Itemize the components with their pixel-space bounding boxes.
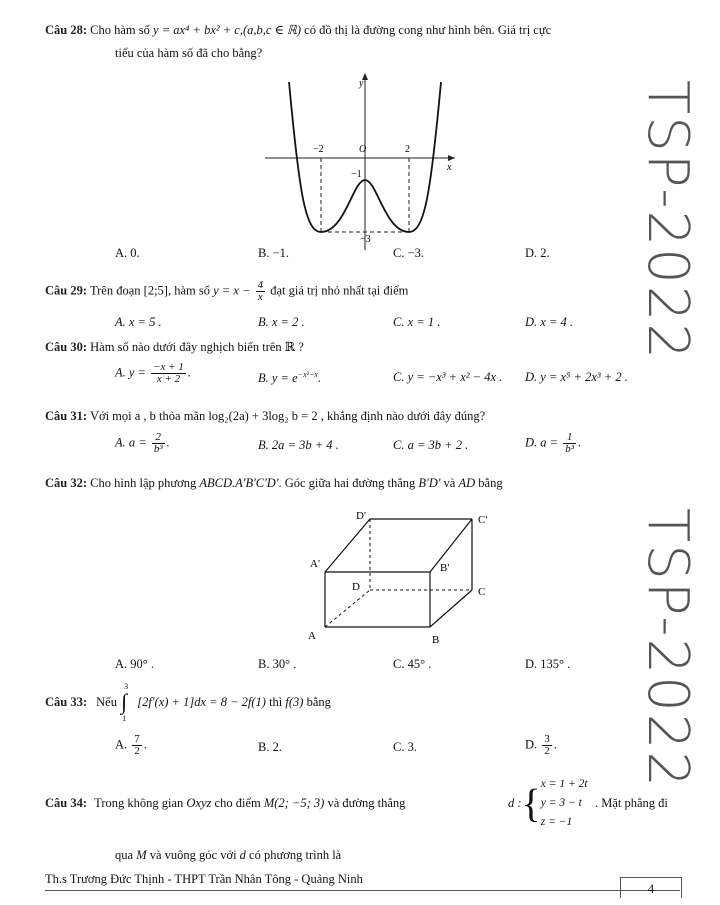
cube-figure [300, 505, 500, 650]
vertex-label-c: C [478, 586, 486, 598]
footer-divider [45, 890, 680, 891]
question-29 [45, 280, 408, 303]
question-text: Cho hàm số [90, 23, 150, 37]
tick-label-neg3: −3 [360, 234, 371, 245]
question-text: bằng [306, 694, 331, 709]
question-text: và đường thẳng [327, 796, 406, 810]
question-number: Câu 30: [45, 340, 88, 354]
tick-label-pos2: 2 [405, 144, 410, 155]
answer-a[interactable]: A. 90° . [115, 657, 155, 671]
vertex-label-a: A [308, 630, 316, 642]
question-text: . Góc giữa hai đường thẳng [278, 476, 416, 490]
answer-d[interactable]: D. x = 4 . [525, 315, 574, 329]
option-label: A. a = [115, 435, 147, 450]
answer-c[interactable]: C. 3. [393, 740, 417, 754]
question-34-line2 [115, 848, 341, 863]
line-system [508, 775, 588, 832]
question-text: Trên đoạn [89, 283, 141, 298]
fraction [132, 734, 142, 757]
fraction [151, 362, 186, 385]
question-33 [45, 682, 331, 723]
period: . [187, 365, 191, 380]
question-text: thì [269, 694, 283, 709]
page-number: 4 [620, 877, 682, 898]
question-text: và [443, 476, 456, 490]
period: . [317, 371, 322, 386]
answer-a[interactable] [115, 362, 191, 385]
question-text: có đồ thị là đường cong như hình bên. Giá trị cực [304, 23, 552, 37]
integral [120, 682, 134, 723]
question-text: qua [115, 848, 134, 862]
line-label: d : [508, 796, 522, 810]
vertex-label-dp: D' [356, 510, 366, 522]
numerator: 3 [544, 733, 550, 745]
formula: f(3) [285, 694, 304, 709]
fraction [542, 734, 552, 757]
question-text: Với mọi a , b thỏa mãn log₂(2a) + 3log₂ b = 2 , khẳng định nào dưới đây đúng? [89, 409, 486, 423]
numerator: −x + 1 [153, 361, 184, 373]
equation: x = 1 + 2t [540, 778, 588, 790]
answer-b[interactable]: B. −1. [258, 246, 290, 260]
vertex-label-cp: C' [478, 514, 488, 526]
point: M [136, 848, 147, 862]
integral-upper-bound: 3 [124, 682, 129, 691]
period: . [553, 737, 557, 752]
formula: [2f′(x) + 1]dx = 8 − 2f(1) [137, 694, 266, 709]
integral-lower-bound: 1 [122, 714, 127, 723]
answer-b[interactable]: B. x = 2 . [258, 315, 305, 329]
answer-d[interactable]: D. y = x⁵ + 2x³ + 2 . [525, 370, 628, 384]
formula: y = x − [213, 283, 251, 298]
vertex-label-d: D [352, 581, 360, 593]
line-name: B'D' [418, 476, 441, 490]
question-number: Câu 34: [45, 796, 88, 810]
fraction [152, 432, 165, 455]
answer-b[interactable]: B. 2a = 3b + 4 . [258, 438, 339, 452]
integral-sign: ∫ [121, 689, 128, 714]
numerator: 4 [257, 279, 264, 291]
question-34 [45, 796, 405, 811]
fraction [563, 432, 576, 455]
question-text: bằng [478, 476, 503, 490]
equation: z = −1 [540, 816, 573, 828]
option-label: D. a = [525, 435, 559, 450]
numerator: 7 [134, 733, 140, 745]
answer-c[interactable]: C. x = 1 . [393, 315, 441, 329]
question-number: Câu 31: [45, 409, 88, 423]
numerator: 2 [152, 432, 165, 444]
answer-d[interactable] [525, 432, 581, 455]
interval: [2;5] [143, 283, 168, 298]
numerator: 1 [563, 432, 576, 444]
y-axis-label: y [359, 78, 364, 89]
question-text: Nếu [96, 694, 117, 709]
watermark-top: TSP-2022 [635, 80, 700, 362]
question-text: có phương trình là [249, 848, 342, 862]
answer-d[interactable]: D. 135° . [525, 657, 571, 671]
answer-b[interactable]: B. 2. [258, 740, 282, 754]
question-number: Câu 28: [45, 23, 88, 37]
question-text: , hàm số [167, 283, 210, 298]
option-label: B. y = e [258, 371, 298, 386]
answer-b[interactable] [258, 370, 321, 386]
line-label: d [239, 848, 246, 862]
question-number: Câu 33: [45, 694, 88, 709]
denominator: b³ [565, 443, 575, 455]
denominator: 2 [134, 745, 140, 757]
question-32 [45, 476, 503, 491]
question-31 [45, 409, 485, 424]
tick-label-neg2: −2 [313, 144, 324, 155]
cube-name: ABCD.A'B'C'D' [199, 476, 279, 490]
answer-a[interactable]: A. x = 5 . [115, 315, 162, 329]
question-text: tiểu của hàm số đã cho bằng? [115, 46, 263, 60]
question-28 [45, 22, 551, 38]
question-text: Trong không gian [94, 796, 184, 810]
answer-a[interactable] [115, 432, 170, 455]
brace: { [521, 780, 541, 826]
vertex-label-b: B [432, 634, 440, 646]
tick-label-neg1: −1 [351, 169, 362, 180]
question-text: . Mặt phẳng đi [595, 796, 668, 810]
denominator: 2 [544, 745, 550, 757]
question-text: và vuông góc với [149, 848, 237, 862]
origin-label: O [359, 144, 367, 155]
option-label: A. [115, 737, 128, 752]
period: . [578, 435, 582, 450]
formula: y = ax⁴ + bx² + c,(a,b,c ∈ ℝ) [153, 23, 302, 37]
question-text: đạt giá trị nhỏ nhất tại điểm [270, 283, 409, 298]
answer-d[interactable] [525, 734, 557, 757]
space-name: Oxyz [186, 796, 212, 810]
answer-c[interactable]: C. 45° . [393, 657, 432, 671]
vertex-label-bp: B' [440, 562, 450, 574]
option-label: D. [525, 737, 538, 752]
exponent: −x²−x [297, 370, 318, 379]
answer-c[interactable]: C. a = 3b + 2 . [393, 438, 469, 452]
answer-b[interactable]: B. 30° . [258, 657, 297, 671]
answer-d[interactable]: D. 2. [525, 246, 550, 260]
line-name: AD [458, 476, 476, 490]
quartic-graph [265, 70, 455, 250]
period: . [166, 435, 170, 450]
period: . [143, 737, 147, 752]
question-text: cho điểm [214, 796, 261, 810]
answer-c[interactable]: C. −3. [393, 246, 425, 260]
option-label: A. y = [115, 365, 146, 380]
question-number: Câu 32: [45, 476, 88, 490]
x-axis-label: x [447, 162, 452, 173]
answer-a[interactable] [115, 734, 147, 757]
question-30 [45, 339, 304, 355]
vertex-label-ap: A' [310, 558, 320, 570]
answer-a[interactable]: A. 0. [115, 246, 140, 260]
question-text: Hàm số nào dưới đây nghịch biến trên ℝ ? [90, 340, 304, 354]
point: M(2; −5; 3) [263, 796, 325, 810]
question-28-line2 [115, 46, 262, 61]
answer-c[interactable]: C. y = −x³ + x² − 4x . [393, 370, 503, 384]
footer-author: Th.s Trương Đức Thịnh - THPT Trần Nhân Tông - Quảng Ninh [45, 872, 363, 886]
watermark-bottom: TSP-2022 [635, 508, 700, 790]
equation-system [541, 775, 588, 832]
fraction [256, 280, 266, 303]
question-number: Câu 29: [45, 283, 88, 298]
denominator: x [257, 291, 263, 303]
denominator: b³ [153, 443, 163, 455]
equation: y = 3 − t [540, 797, 582, 809]
denominator: x + 2 [156, 373, 181, 385]
question-text: Cho hình lập phương [90, 476, 197, 490]
